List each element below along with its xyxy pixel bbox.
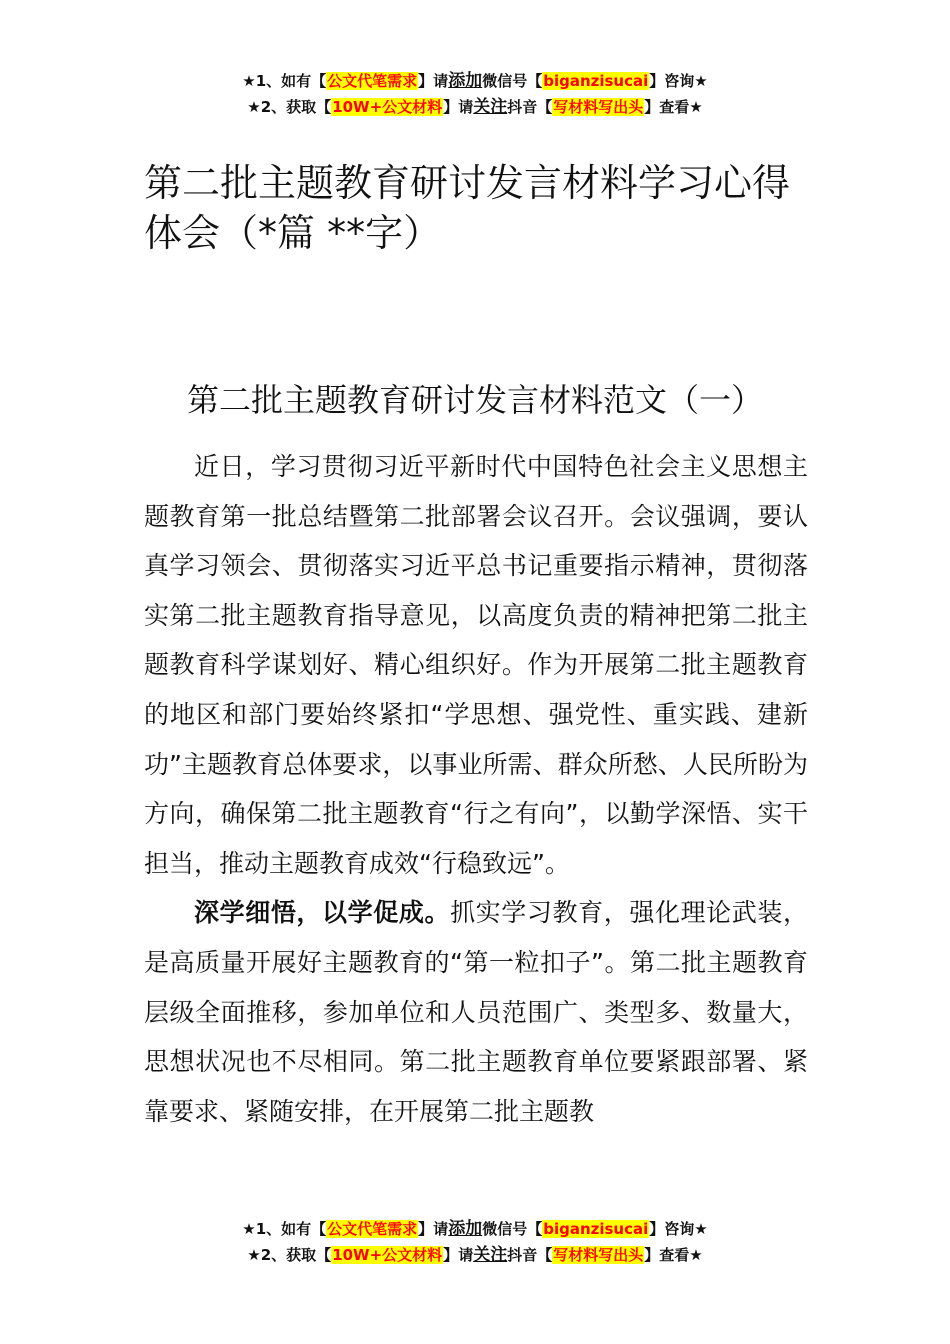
highlight-service: 公文代笔需求: [327, 1220, 418, 1238]
promo-line-2: ★2、获取【10W+公文材料】请关注抖音【写材料写出头】查看★: [247, 97, 703, 117]
body-paragraph-1: 近日，学习贯彻习近平新时代中国特色社会主义思想主题教育第一批总结暨第二批部署会议召开。会议强调，要认真学习领会、贯彻落实习近平总书记重要指示精神，贯彻落实第二批主题教育指导意见，以高度负责的精神把第二批主题教育科学谋划好、精心组织好。作为开展第二批主题教育的地区和部门要始终紧扣“学思想、强党性、重实践、建新功”主题教育总体要求，以事业所需、群众所愁、人民所盼为方向，确保第二批主题教育“行之有向”，以勤学深悟、实干担当，推动主题教育成效“行稳致远”。: [144, 452, 808, 878]
highlight-materials: 10W+公文材料: [332, 98, 443, 116]
highlight-wechat-id: biganzisucai: [543, 72, 649, 90]
promo-line-1: ★1、如有【公文代笔需求】请添加微信号【biganzisucai】咨询★: [242, 1219, 708, 1239]
highlight-douyin-account: 写材料写出头: [553, 98, 644, 116]
underline-add: 添加: [448, 71, 483, 91]
underline-add: 添加: [448, 1219, 483, 1239]
promo-line-2: ★2、获取【10W+公文材料】请关注抖音【写材料写出头】查看★: [247, 1245, 703, 1265]
paragraph-lead-bold: 深学细悟，以学促成。: [194, 898, 451, 928]
paragraph-text: 抓实学习教育，强化理论武装，是高质量开展好主题教育的“第一粒扣子”。第二批主题教育层级全面推移，参加单位和人员范围广、类型多、数量大，思想状况也不尽相同。第二批主题教育单位要紧跟部署、紧靠要求、紧随安排，在开展第二批主题教: [144, 898, 808, 1126]
underline-follow: 关注: [473, 97, 508, 117]
underline-follow: 关注: [473, 1245, 508, 1265]
highlight-douyin-account: 写材料写出头: [553, 1246, 644, 1264]
top-promo-banner: [0, 68, 950, 120]
document-title: 第二批主题教育研讨发言材料学习心得体会（*篇 **字）: [144, 161, 791, 255]
promo-line-1: ★1、如有【公文代笔需求】请添加微信号【biganzisucai】咨询★: [242, 71, 708, 91]
body-paragraph-2: [144, 888, 808, 1136]
highlight-wechat-id: biganzisucai: [543, 1220, 649, 1238]
highlight-materials: 10W+公文材料: [332, 1246, 443, 1264]
document-body: [144, 442, 808, 1136]
highlight-service: 公文代笔需求: [327, 72, 418, 90]
section-subtitle: 第二批主题教育研讨发言材料范文（一）: [186, 381, 763, 419]
bottom-promo-banner: [0, 1216, 950, 1268]
